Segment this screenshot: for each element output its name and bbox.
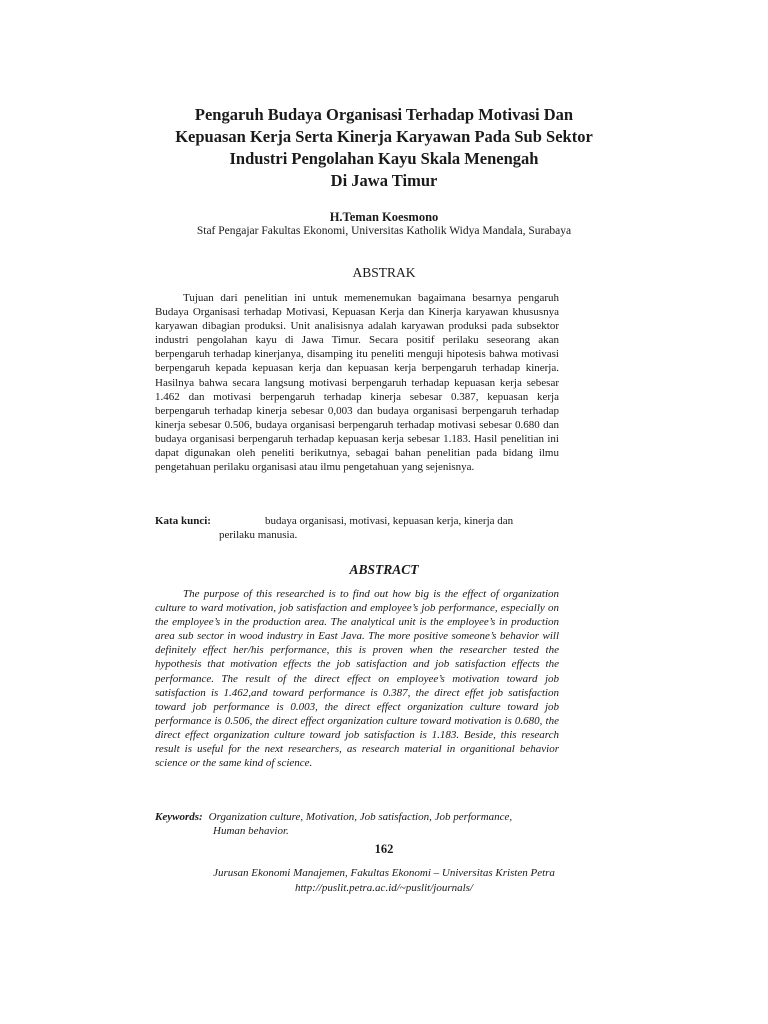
keywords-label: Kata kunci: [155, 515, 211, 527]
abstract-body: The purpose of this researched is to find out how big is the effect of organization culture to ward motivation, job satisfaction and employee’s job performance, especially on the employee’s in the production area. The analytical unit is the employee’s in production area sub sector in wood industry in East Java. The more positive someone’s behavior will definitely effect her/his performance, this is proven when the researcher tested the hypothesis that motivation effects the job satisfaction and job satisfaction effects the performance. The result of the direct effect on employee’s motivation toward job satisfaction is 1.462,and toward performance is 0.387, the direct effet job satisfaction toward job performance is 0.003, the direct effect organization culture toward job performance is 0.506, the direct effect organization culture toward motivation is 0.680, the direct effect organization culture toward job satisfaction is 1.183. Beside, this research result is useful for the next researchers, as research material in organitional behavior science or the same kind of science. [155, 588, 559, 770]
author-affiliation: Staf Pengajar Fakultas Ekonomi, Universitas Katholik Widya Mandala, Surabaya [196, 225, 572, 237]
footer-line: Jurusan Ekonomi Manajemen, Fakultas Ekonomi – Universitas Kristen Petra [213, 867, 555, 879]
page-number: 162 [374, 842, 394, 856]
title-line: Pengaruh Budaya Organisasi Terhadap Motivasi Dan [194, 105, 574, 124]
keywords-text-continued: perilaku manusia. [219, 529, 298, 541]
abstrak-keywords [155, 514, 559, 542]
title-line: Di Jawa Timur [330, 171, 438, 190]
abstract-heading: ABSTRACT [349, 562, 419, 577]
paper-title [100, 104, 668, 192]
keywords-text: budaya organisasi, motivasi, kepuasan kerja, kinerja dan [265, 515, 514, 527]
keywords-label: Keywords: [155, 811, 203, 823]
keywords-text-continued: Human behavior. [213, 825, 289, 837]
title-line: Industri Pengolahan Kayu Skala Menengah [229, 149, 539, 168]
author-name: H.Teman Koesmono [329, 210, 439, 224]
abstrak-heading: ABSTRAK [352, 265, 416, 280]
abstrak-body: Tujuan dari penelitian ini untuk memenemukan bagaimana besarnya pengaruh Budaya Organisasi terhadap Motivasi, Kepuasan Kerja dan Kinerja karyawan khususnya karyawan dibagian produksi. Unit analisisnya adalah karyawan produksi pada subsektor industri pengolahan kayu di Jawa Timur. Secara positif perilaku seseorang akan berpengaruh terhadap kinerjanya, disamping itu peneliti menguji hipotesis bahwa motivasi berpengaruh kepada kepuasan kerja dan kepuasan kerja berpengaruh terhadap kinerja. Hasilnya bahwa secara langsung motivasi berpengaruh terhadap kepuasan kerja sebesar 1.462 dan motivasi berpengaruh terhadap kinerja sebesar 0.387, kepuasan kerja berpengaruh terhadap kinerja sebesar 0,003 dan budaya organisasi berpengaruh terhadap kinerja sebesar 0.506, budaya organisasi berpengaruh terhadap motivasi sebesar 0.680 dan budaya organisasi berpengaruh terhadap kepuasan kerja sebesar 1.183. Hasil penelitian ini dapat digunakan oleh peneliti berikutnya, sebagai bahan penelitian pada bidang ilmu pengetahuan perilaku organisasi atau ilmu pengetahuan yang sejenisnya. [155, 292, 559, 474]
footer-url: http://puslit.petra.ac.id/~puslit/journals/ [295, 882, 473, 894]
abstract-keywords [155, 810, 559, 838]
keywords-text: Organization culture, Motivation, Job satisfaction, Job performance, [208, 811, 513, 823]
title-line: Kepuasan Kerja Serta Kinerja Karyawan Pada Sub Sektor [175, 127, 593, 146]
page-footer [100, 866, 668, 896]
